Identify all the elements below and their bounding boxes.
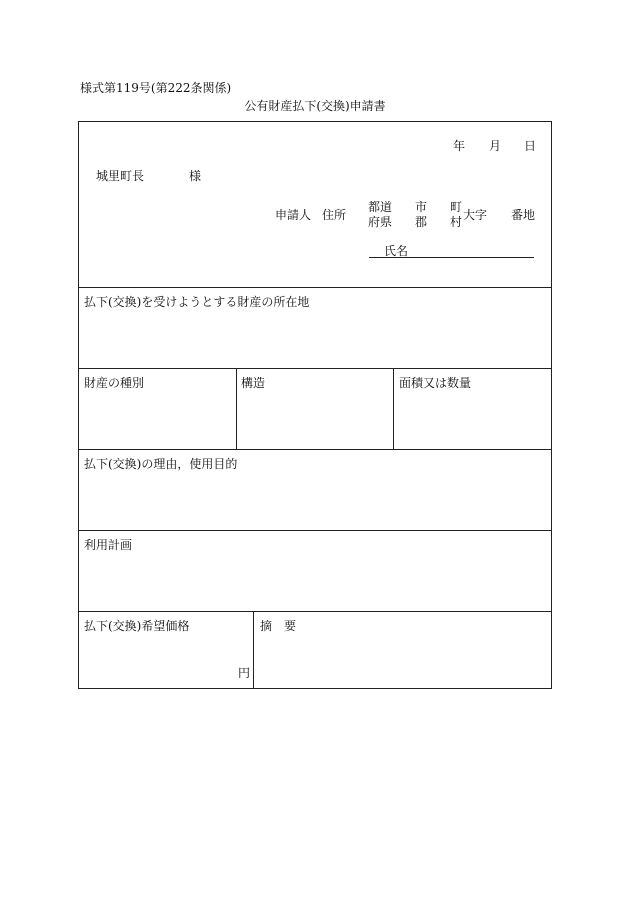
yen-label: 円 — [238, 666, 251, 680]
usage-plan-label: 利用計画 — [84, 538, 133, 552]
application-form — [78, 121, 552, 689]
remarks-label: 摘 要 — [260, 619, 297, 633]
divider — [79, 449, 551, 450]
applicant-label: 申請人 — [275, 208, 312, 222]
divider — [79, 368, 551, 369]
property-type-label: 財産の種別 — [84, 376, 145, 390]
structure-label: 構造 — [241, 376, 266, 390]
date-month-label: 月 — [489, 139, 502, 153]
document-title: 公有財産払下(交換)申請書 — [244, 99, 386, 113]
banchi-label: 番地 — [511, 208, 536, 222]
divider — [79, 287, 551, 288]
town-label-1: 町 — [450, 200, 463, 214]
property-location-label: 払下(交換)を受けようとする財産の所在地 — [84, 295, 310, 309]
addressee: 城里町長 — [96, 169, 145, 183]
date-day-label: 日 — [524, 139, 537, 153]
divider — [79, 611, 551, 612]
town-label-2: 村 — [450, 215, 463, 229]
reason-purpose-label: 払下(交換)の理由，使用目的 — [84, 457, 238, 471]
divider — [393, 368, 394, 449]
divider — [79, 530, 551, 531]
divider — [236, 368, 237, 449]
divider — [253, 611, 254, 689]
prefecture-label-1: 都道 — [368, 200, 393, 214]
name-underline — [369, 257, 534, 258]
area-quantity-label: 面積又は数量 — [399, 376, 472, 390]
form-number: 様式第119号(第222条関係) — [80, 81, 232, 95]
desired-price-label: 払下(交換)希望価格 — [84, 619, 190, 633]
city-label-2: 郡 — [415, 215, 428, 229]
city-label-1: 市 — [415, 200, 428, 214]
oaza-label: 大字 — [463, 208, 488, 222]
prefecture-label-2: 府県 — [368, 215, 393, 229]
honorific: 様 — [189, 169, 202, 183]
name-label: 氏名 — [384, 244, 409, 258]
date-year-label: 年 — [453, 139, 466, 153]
address-label: 住所 — [322, 208, 347, 222]
